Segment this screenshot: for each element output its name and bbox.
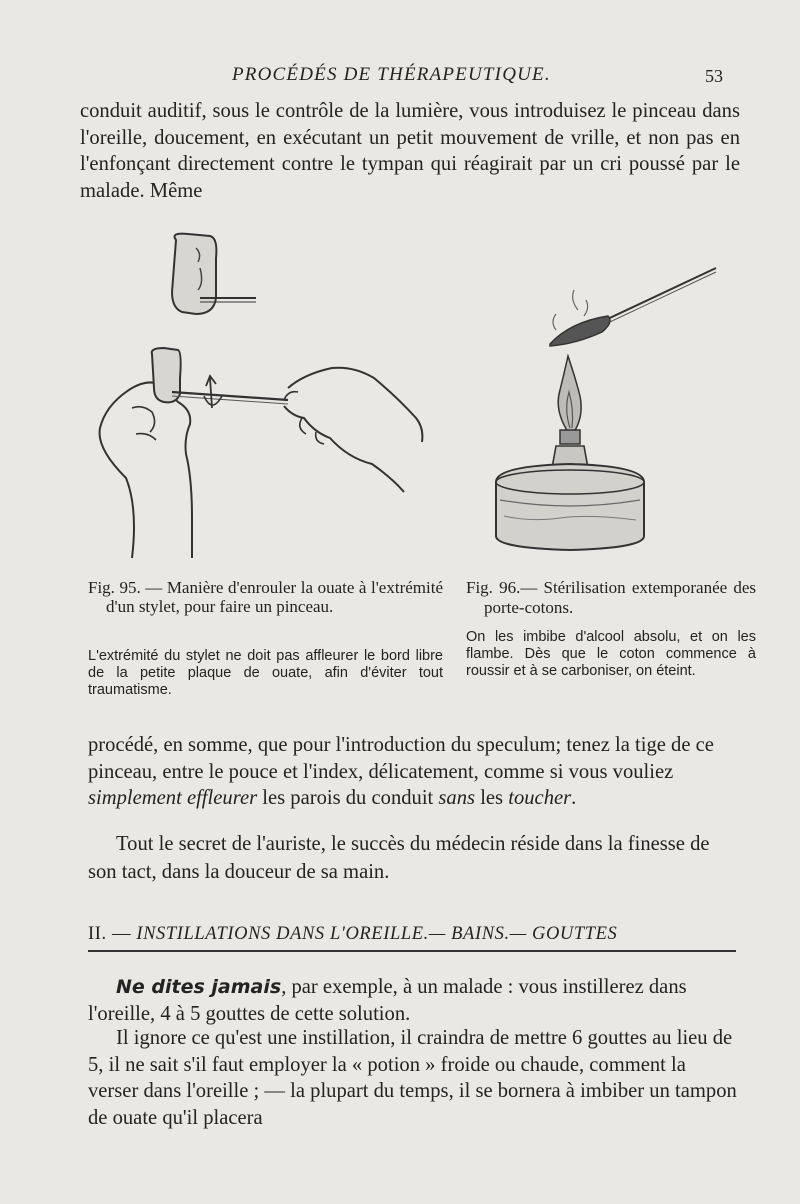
page-number: 53: [705, 66, 723, 86]
paragraph-4: Ne dites jamais, par exemple, à un malade : vous instillerez dans l'oreille, 4 à 5 gouttes de cette solution.: [88, 976, 687, 1025]
figure-96-caption: Fig. 96.— Stérilisation extemporanée des porte-cotons.: [466, 578, 756, 617]
right-hand: [284, 368, 422, 492]
figure-95-illustration: [92, 228, 442, 563]
paragraph-2: procédé, en somme, que pour l'introduction du speculum; tenez la tige de ce pinceau, entre le pouce et l'index, délicatement, comme si vous vouliez simplement effleurer les parois du conduit sans les toucher.: [88, 734, 714, 809]
charred-cotton: [550, 316, 610, 346]
paragraph-1: conduit auditif, sous le contrôle de la lumière, vous introduisez le pinceau dans l'oreille, doucement, en exécutant un petit mouvement de vrille, et non pas en l'enfonçant directement contre le tympan qui réagirait par un cri poussé par le malade. Même: [80, 100, 740, 202]
running-title: PROCÉDÉS DE THÉRAPEUTIQUE.: [232, 64, 551, 85]
paragraph-3: Tout le secret de l'auriste, le succès du médecin réside dans la finesse de son tact, dans la douceur de sa main.: [88, 833, 710, 883]
paragraph-5: Il ignore ce qu'est une instillation, il craindra de mettre 6 gouttes au lieu de 5, il ne sait s'il faut employer la « potion » froide ou chaude, comment la verser dans l'oreille ; — la plupart du temps, il se bornera à imbiber un tampon de ouate qu'il placera: [88, 1027, 737, 1129]
wick-holder: [560, 430, 580, 444]
figure-96-note: On les imbibe d'alcool absolu, et on les flambe. Dès que le coton commence à roussir et à se carboniser, on éteint.: [466, 629, 756, 679]
figure-95-caption: Fig. 95. — Manière d'enrouler la ouate à l'extrémité d'un stylet, pour faire un pinceau.: [88, 578, 443, 616]
lamp-body: [496, 464, 644, 550]
figure-95-note: L'extrémité du stylet ne doit pas affleurer le bord libre de la petite plaque de ouate, afin d'éviter tout traumatisme.: [88, 648, 443, 698]
section-heading: II. — INSTILLATIONS DANS L'OREILLE.— BAINS.— GOUTTES: [88, 924, 736, 952]
stylet: [172, 392, 288, 400]
figure-96-illustration: [490, 260, 730, 560]
cotton-tip: [152, 348, 181, 402]
